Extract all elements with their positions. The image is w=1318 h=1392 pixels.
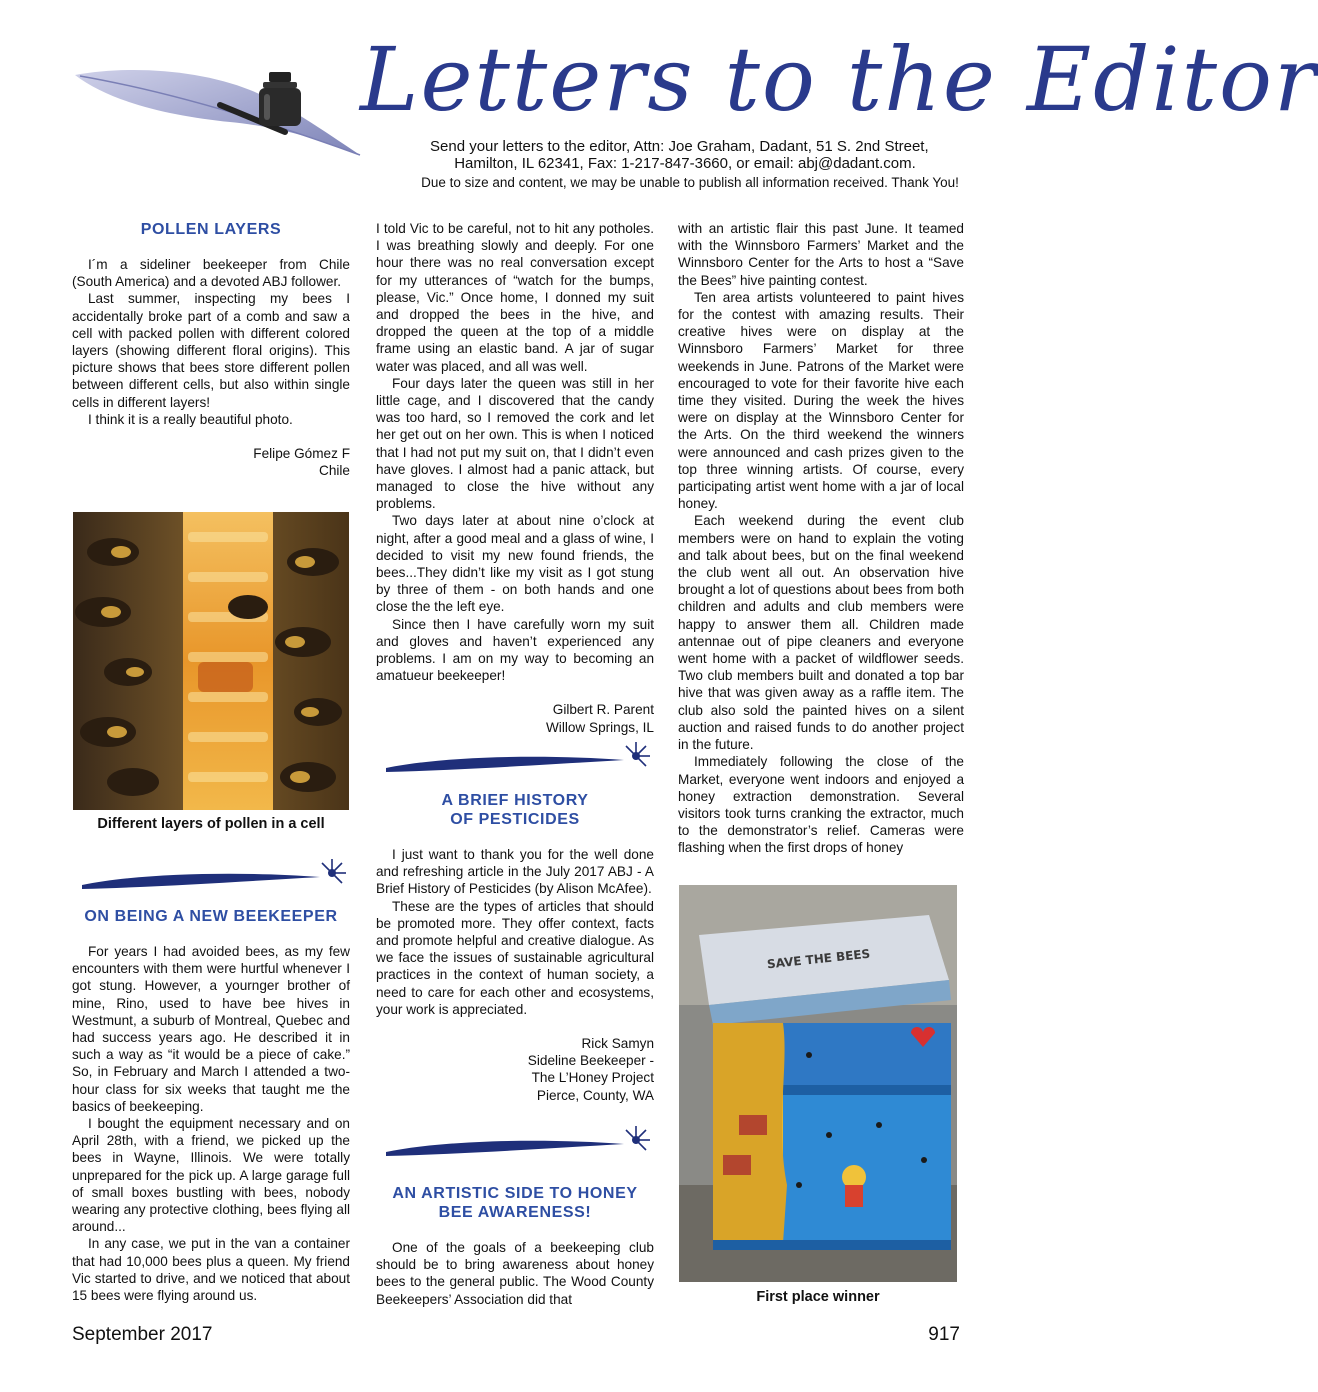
issue-date: September 2017 xyxy=(72,1324,213,1345)
pollen-signature-name: Felipe Gómez F xyxy=(253,446,350,462)
pesticides-signature-location: Pierce, County, WA xyxy=(536,1087,654,1103)
pollen-signature-location: Chile xyxy=(319,463,350,479)
pollen-photo-caption: Different layers of pollen in a cell xyxy=(97,816,325,832)
hive-photo-caption: First place winner xyxy=(756,1289,880,1305)
pollen-paragraph: Last summer, inspecting my bees I accidentally broke part of a comb and saw a cell with packed pollen with different colored layers (showing different floral origins). This picture shows that bees store different pollen between different cells, but also within single cells in different layers! xyxy=(72,291,350,410)
new-beekeeper-signature-location: Willow Springs, IL xyxy=(545,719,654,735)
masthead-title: Letters to the Editor xyxy=(360,28,1318,131)
new-beekeeper-paragraph: For years I had avoided bees, as my few encounters with them were hurtful whenever I got stung. However, a yournger brother of mine, Rino, used to have bee hives in Westmunt, a suburb of Montreal, Quebec and had success years ago. He described it in such a way as “it would be a piece of cake.” So, in February and March I attended a two-hour class for six weeks that taught me the basics of beekeeping. xyxy=(72,944,350,1114)
painted-hive-photo xyxy=(679,885,957,1282)
artistic-heading-line2: BEE AWARENESS! xyxy=(438,1204,592,1221)
new-beekeeper-signature-name: Gilbert R. Parent xyxy=(552,702,654,718)
artistic-paragraph: One of the goals of a beekeeping club should be to bring awareness about honey bees to the general public. The Wood County Beekeepers’ Association did that xyxy=(376,1240,654,1307)
pesticides-letter xyxy=(376,791,654,1104)
artistic-heading xyxy=(376,1184,654,1222)
pollen-paragraph: I think it is a really beautiful photo. xyxy=(88,411,293,427)
hive-lid-text: SAVE THE BEES xyxy=(766,946,871,972)
section-divider-swoosh xyxy=(80,855,352,895)
pesticides-heading xyxy=(376,791,654,829)
pesticides-heading-line2: OF PESTICIDES xyxy=(450,811,580,828)
new-beekeeper-paragraph: I bought the equipment necessary and on April 28th, with a friend, we picked up the bees in Wayne, Illinois. We were totally unprepared for the pick up. A large garage full of small boxes bustling with bees, nobody wearing any protective clothing, bees flying all around... xyxy=(72,1116,350,1235)
new-beekeeper-letter xyxy=(72,907,350,1304)
new-beekeeper-paragraph: I told Vic to be careful, not to hit any potholes. I was breathing slowly and deeply. For one hour there was no real conversation except for my utterances of “watch for the bumps, please, Vic.” Once home, I donned my suit and dropped the bees in the hive, and dropped the queen at the top of a middle frame using an elastic band. A jar of sugar water was placed, and all was well. xyxy=(376,221,654,374)
pesticides-paragraph: I just want to thank you for the well done and refreshing article in the July 2017 ABJ - A Brief History of Pesticides (by Alison McAfee). xyxy=(376,847,654,897)
pesticides-signature-title: Sideline Beekeeper - xyxy=(527,1053,654,1069)
artistic-continued xyxy=(678,220,964,857)
new-beekeeper-continued xyxy=(376,220,654,736)
artistic-letter xyxy=(376,1184,654,1308)
ink-bottle-icon xyxy=(255,70,305,130)
pesticides-signature-org: The L’Honey Project xyxy=(531,1070,654,1086)
artistic-paragraph: with an artistic flair this past June. It teamed with the Winnsboro Farmers’ Market and the Winnsboro Center for the Arts to host a “Save the Bees” hive painting contest. xyxy=(678,221,964,288)
pesticides-signature-name: Rick Samyn xyxy=(581,1036,654,1052)
masthead-contact-line: Hamilton, IL 62341, Fax: 1-217-847-3660, or email: abj@dadant.com. xyxy=(454,155,916,172)
pollen-heading: POLLEN LAYERS xyxy=(140,221,282,238)
masthead-address-line: Send your letters to the editor, Attn: Joe Graham, Dadant, 51 S. 2nd Street, xyxy=(430,138,929,155)
pollen-comb-photo xyxy=(73,512,349,810)
quill-pen-icon xyxy=(70,60,370,160)
artistic-heading-line1: AN ARTISTIC SIDE TO HONEY xyxy=(392,1185,638,1202)
new-beekeeper-heading: ON BEING A NEW BEEKEEPER xyxy=(84,908,338,925)
new-beekeeper-paragraph: In any case, we put in the van a container that had 10,000 bees plus a queen. My friend Vic started to drive, and we noticed that about 15 bees were flying around us. xyxy=(72,1236,350,1304)
artistic-paragraph: Ten area artists volunteered to paint hives for the contest with amazing results. Their creative hives were on display at the Winnsboro Farmers’ Market for three weekends in June. Patrons of the Market were encouraged to vote for their favorite hive each time they visited. During the week the hives were on display at the Winnsboro Center for the Arts. On the third weekend the winners were announced and cash prizes given to the top three winning artists. Of course, every participating artist went home with a jar of local honey. xyxy=(678,289,964,512)
pollen-paragraph: I´m a sideliner beekeeper from Chile (South America) and a devoted ABJ follower. xyxy=(72,257,350,290)
page-number: 917 xyxy=(928,1324,960,1345)
pesticides-paragraph: These are the types of articles that should be promoted more. They offer context, facts and promote helpful and creative dialogue. As we face the issues of sustainable agricultural practices in the context of human society, a need to care for each other and ecosystems, your work is appreciated. xyxy=(376,898,654,1017)
new-beekeeper-paragraph: Since then I have carefully worn my suit and gloves and haven’t experienced any problems. I am on my way to becoming an amatueur beekeeper! xyxy=(376,616,654,684)
artistic-paragraph: Immediately following the close of the Market, everyone went indoors and enjoyed a honey extraction demonstration. Several visitors took turns cranking the extractor, much to the demonstrator’s relief. Cameras were flashing when the first drops of honey xyxy=(678,754,964,856)
new-beekeeper-paragraph: Four days later the queen was still in her little cage, and I discovered that the candy was too hard, so I removed the cork and let her get out on her own. This is when I noticed that I had not put my suit on, that I didn’t even have gloves. I almost had a panic attack, but managed to close the hive without any problems. xyxy=(376,375,654,512)
new-beekeeper-paragraph: Two days later at about nine o’clock at night, after a good meal and a glass of wine, I decided to visit my new found friends, the bees...They didn’t like my visit as I got stung by three of them - on both hands and one close the the left eye. xyxy=(376,513,654,615)
masthead-disclaimer: Due to size and content, we may be unable to publish all information received. Thank You! xyxy=(421,175,959,190)
pollen-letter xyxy=(72,220,350,479)
pesticides-heading-line1: A BRIEF HISTORY xyxy=(441,792,589,809)
artistic-paragraph: Each weekend during the event club members were on hand to explain the voting and talk about bees, but on the final weekend the club went all out. An observation hive brought a lot of questions about bees from both children and adults and club members were happy to answer them all. Children made antennae out of pipe cleaners and everyone went home with a packet of wildflower seeds. Two club members built and donated a top bar hive that was given away as a raffle item. The club also sold the painted hives on a silent auction and raised funds to do another project in the future. xyxy=(678,513,964,753)
section-divider-swoosh xyxy=(384,738,656,778)
section-divider-swoosh xyxy=(384,1122,656,1162)
